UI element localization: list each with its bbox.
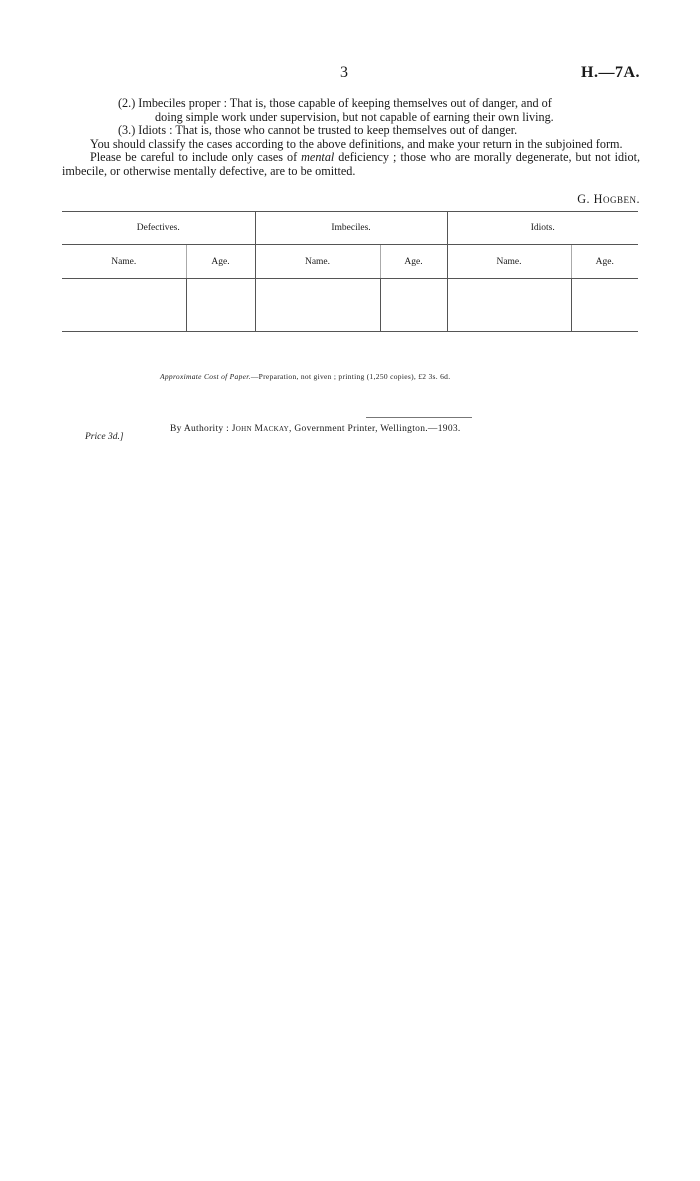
age-cell	[380, 279, 447, 332]
cost-label: Approximate Cost of Paper.	[160, 372, 251, 381]
table-group-header-row	[62, 212, 638, 245]
name-header: Name.	[255, 245, 380, 279]
name-header: Name.	[62, 245, 186, 279]
careful-text-start: Please be careful to include only cases of	[90, 150, 302, 165]
body-text	[62, 97, 640, 179]
imbeciles-header: Imbeciles.	[255, 212, 447, 245]
name-header: Name.	[447, 245, 571, 279]
name-cell	[62, 279, 186, 332]
imbeciles-definition-line2: doing simple work under supervision, but not capable of earning their own living.	[155, 109, 554, 124]
age-header: Age.	[186, 245, 255, 279]
cost-text: —Preparation, not given ; printing (1,250 copies), £2 3s. 6d.	[250, 372, 451, 381]
page-number: 3	[340, 64, 348, 81]
defectives-header: Defectives.	[62, 212, 255, 245]
idiots-definition: (3.) Idiots : That is, those who cannot be trusted to keep themselves out of danger.	[118, 123, 518, 138]
imbeciles-definition-line1: (2.) Imbeciles proper : That is, those capable of keeping themselves out of danger, and of	[118, 96, 552, 110]
age-header: Age.	[380, 245, 447, 279]
careful-instruction	[62, 151, 640, 178]
signature: G. Hogben.	[577, 192, 640, 206]
authority-prefix: By Authority :	[170, 424, 232, 434]
careful-text-end: deficiency ; those who are morally degenerate, but not idiot, imbecile, or otherwise mentally defective, are to be omitted.	[62, 150, 640, 178]
return-form-table	[62, 211, 638, 332]
price: Price 3d.]	[85, 432, 124, 442]
printer-authority	[170, 424, 461, 434]
cost-of-paper-note	[160, 372, 450, 381]
mental-emphasis: mental	[301, 150, 335, 165]
table-subheader-row	[62, 245, 638, 279]
name-cell	[447, 279, 571, 332]
age-cell	[571, 279, 638, 332]
printer-name: John Mackay	[231, 424, 290, 434]
age-cell	[186, 279, 255, 332]
divider	[366, 417, 472, 418]
name-cell	[255, 279, 380, 332]
authority-suffix: , Government Printer, Wellington.—1903.	[289, 424, 461, 434]
age-header: Age.	[571, 245, 638, 279]
document-reference: H.—7A.	[581, 64, 640, 81]
classify-instruction: You should classify the cases according to the above definitions, and make your return in the subjoined form.	[90, 136, 623, 151]
idiots-header: Idiots.	[447, 212, 638, 245]
table-row	[62, 279, 638, 332]
